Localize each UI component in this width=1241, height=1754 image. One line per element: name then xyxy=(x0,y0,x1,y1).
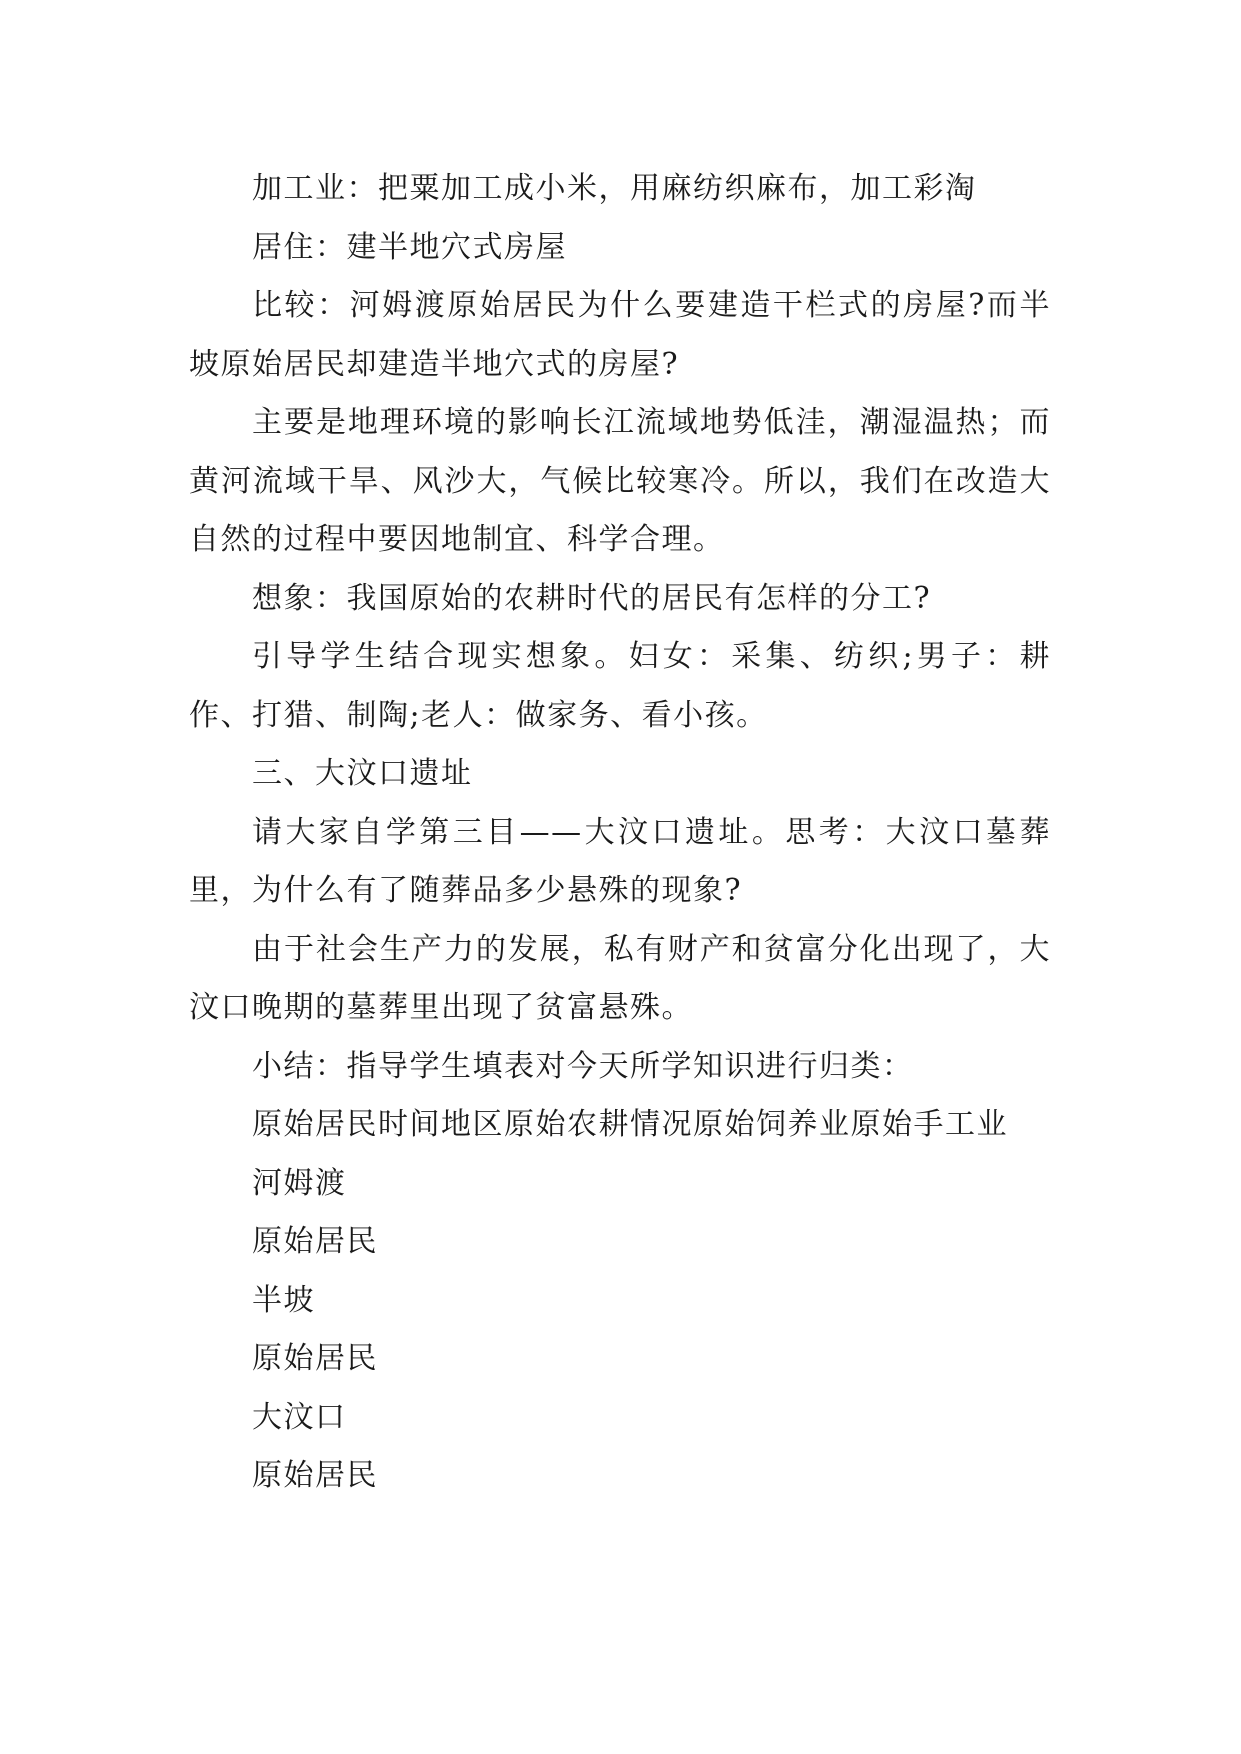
table-row-label: 原始居民 xyxy=(252,1458,378,1493)
paragraph-comparison-answer: 主要是地理环境的影响长江流域地势低洼，潮湿温热；而黄河流域干旱、风沙大，气候比较寒冷。所以，我们在改造大自然的过程中要因地制宜、科学合理。 xyxy=(189,405,1051,557)
paragraph-dwelling: 居住：建半地穴式房屋 xyxy=(252,229,567,265)
paragraph-summary: 小结：指导学生填表对今天所学知识进行归类： xyxy=(252,1048,914,1084)
section-heading-dawenkou: 三、大汶口遗址 xyxy=(252,756,473,791)
paragraph-processing: 加工业：把粟加工成小米，用麻纺织麻布，加工彩淘 xyxy=(252,171,977,206)
table-row-label: 大汶口 xyxy=(252,1399,347,1435)
table-row-label: 河姆渡 xyxy=(252,1165,347,1201)
paragraph-self-study-question: 请大家自学第三目——大汶口遗址。思考：大汶口墓葬里，为什么有了随葬品多少悬殊的现象? xyxy=(189,814,1051,908)
paragraph-imagine-question: 想象：我国原始的农耕时代的居民有怎样的分工? xyxy=(252,580,932,616)
table-row-label: 原始居民 xyxy=(252,1224,378,1259)
paragraph-comparison-question: 比较：河姆渡原始居民为什么要建造干栏式的房屋?而半坡原始居民却建造半地穴式的房屋? xyxy=(189,288,1051,382)
paragraph-self-study-answer: 由于社会生产力的发展，私有财产和贫富分化出现了，大汶口晚期的墓葬里出现了贫富悬殊。 xyxy=(189,931,1051,1025)
table-row-label: 半坡 xyxy=(252,1282,315,1318)
paragraph-division-of-labor: 引导学生结合现实想象。妇女：采集、纺织;男子：耕作、打猎、制陶;老人：做家务、看小孩。 xyxy=(189,639,1051,733)
table-row-label: 原始居民 xyxy=(252,1341,378,1376)
table-header-row: 原始居民时间地区原始农耕情况原始饲养业原始手工业 xyxy=(252,1107,1008,1142)
document-body xyxy=(189,160,1051,1506)
